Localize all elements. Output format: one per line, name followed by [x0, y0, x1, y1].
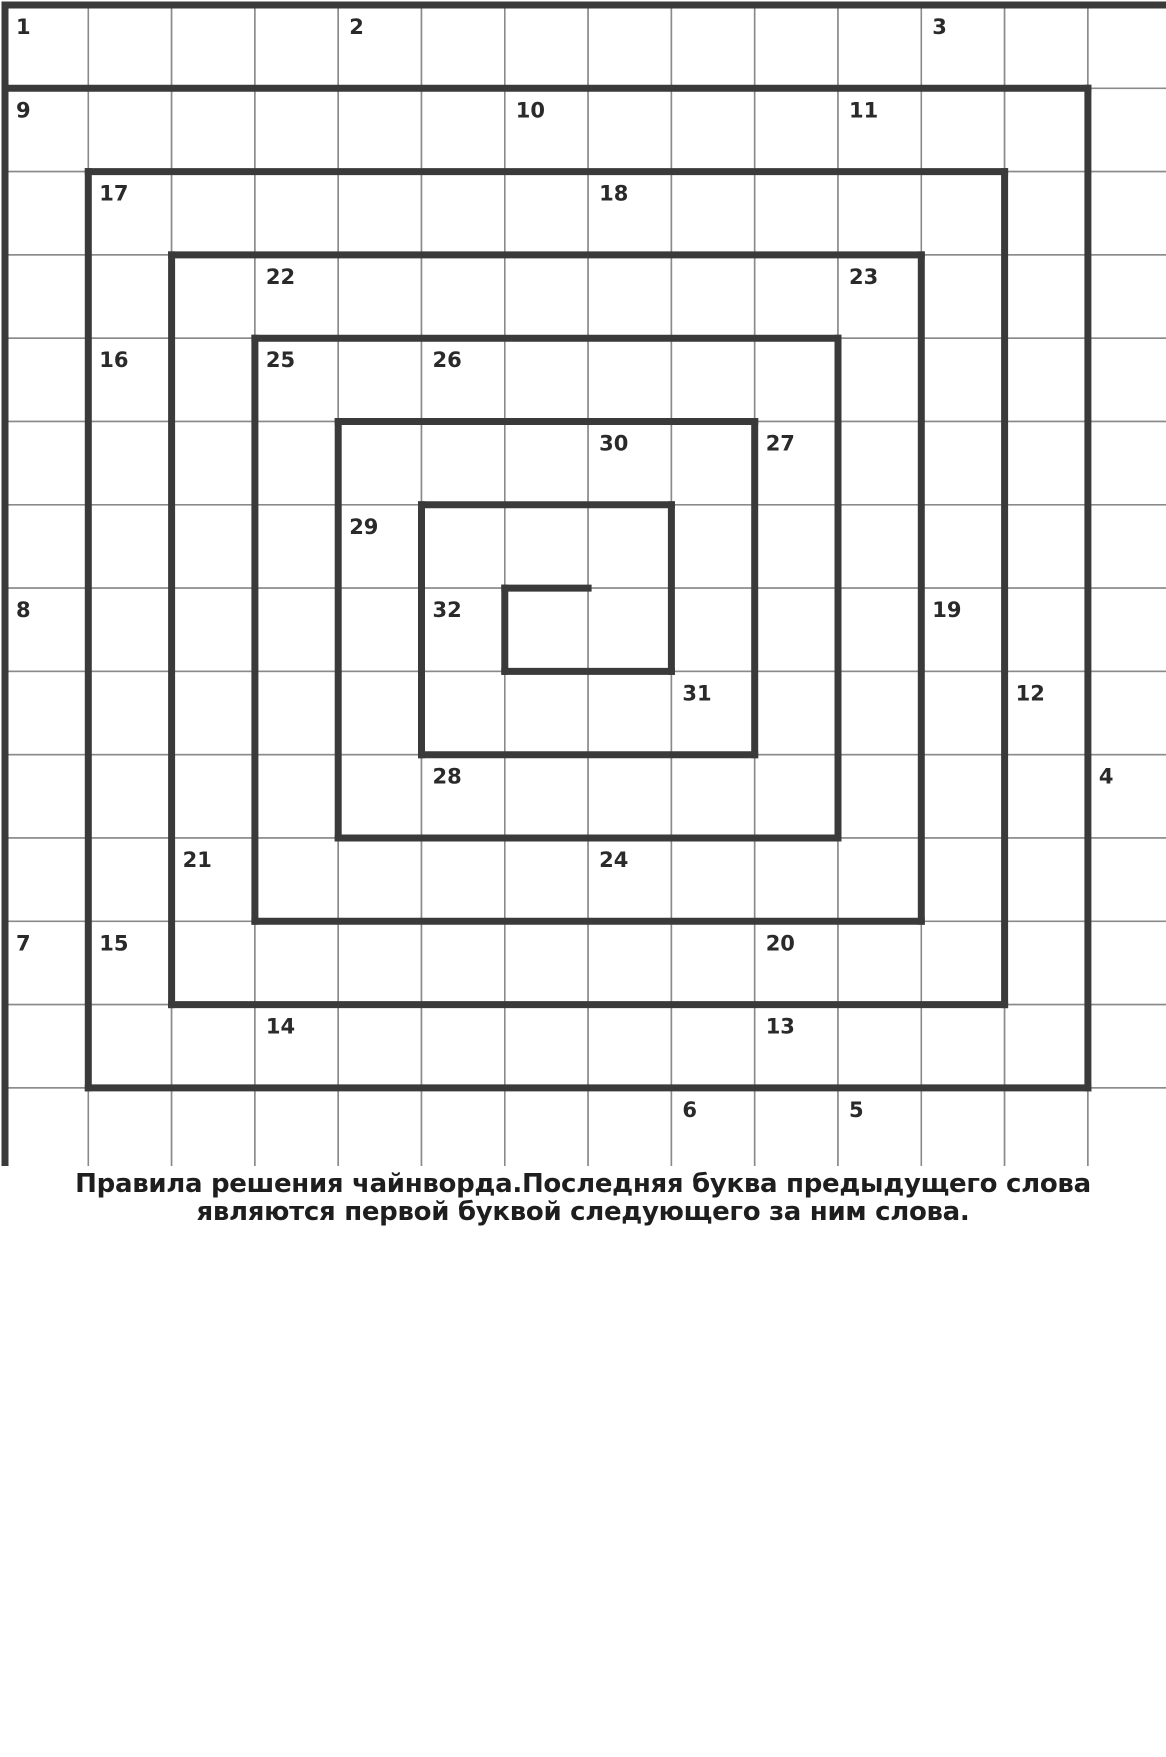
grid-cell[interactable] — [88, 671, 171, 754]
grid-cell[interactable] — [505, 255, 588, 338]
grid-cell[interactable] — [1005, 1005, 1088, 1088]
grid-cell[interactable] — [505, 838, 588, 921]
grid-cell[interactable] — [1088, 422, 1166, 505]
grid-cell[interactable] — [671, 5, 754, 88]
grid-cell[interactable] — [838, 671, 921, 754]
grid-cell[interactable] — [422, 1088, 505, 1166]
grid-cell[interactable] — [255, 671, 338, 754]
clue-number: 21 — [182, 848, 212, 872]
grid-cell[interactable] — [1005, 338, 1088, 421]
grid-cell[interactable] — [921, 1088, 1004, 1166]
grid-cell[interactable] — [5, 671, 88, 754]
grid-cell[interactable] — [671, 921, 754, 1004]
clue-number: 20 — [765, 931, 795, 956]
grid-cell[interactable] — [255, 755, 338, 838]
grid-cell[interactable] — [255, 921, 338, 1004]
grid-cell[interactable] — [338, 671, 421, 754]
grid-cell[interactable] — [5, 338, 88, 421]
grid-cell[interactable] — [422, 172, 505, 255]
grid-cell[interactable] — [88, 255, 171, 338]
grid-cell[interactable] — [1088, 338, 1166, 421]
grid-cell[interactable] — [588, 755, 671, 838]
grid-cell[interactable] — [422, 422, 505, 505]
clue-number: 14 — [265, 1014, 296, 1039]
grid-cell[interactable] — [422, 505, 505, 588]
grid-cell[interactable] — [338, 88, 421, 171]
clue-number: 24 — [599, 848, 629, 872]
grid-cell[interactable] — [588, 1005, 671, 1088]
puzzle-rules-caption: Правила решения чайнворда.Последняя буква предыдущего слова являются первой буквой следующего за ним слова. — [75, 1169, 1091, 1227]
grid-cell[interactable] — [505, 1005, 588, 1088]
grid-cell[interactable] — [172, 505, 255, 588]
grid-cell[interactable] — [838, 588, 921, 671]
grid-cell[interactable] — [588, 255, 671, 338]
grid-cell[interactable] — [172, 172, 255, 255]
clue-number: 26 — [432, 348, 462, 373]
clue-number: 11 — [849, 98, 879, 123]
grid-cell[interactable] — [255, 838, 338, 921]
clue-number: 32 — [432, 598, 462, 623]
grid-cell[interactable] — [505, 588, 588, 671]
clue-number: 7 — [16, 931, 31, 956]
grid-cell[interactable] — [588, 505, 671, 588]
grid-cell[interactable] — [5, 755, 88, 838]
grid-cell[interactable] — [338, 422, 421, 505]
grid-cell[interactable] — [921, 755, 1004, 838]
grid-cell[interactable] — [338, 255, 421, 338]
clue-number: 30 — [599, 431, 629, 456]
grid-cell[interactable] — [838, 1005, 921, 1088]
clue-number: 16 — [99, 348, 129, 373]
clue-number: 27 — [765, 431, 795, 456]
clue-number: 12 — [1015, 681, 1045, 706]
grid-cell[interactable] — [1088, 838, 1166, 921]
grid-cell[interactable] — [88, 88, 171, 171]
clue-number: 8 — [16, 598, 31, 623]
grid-cell[interactable] — [671, 838, 754, 921]
grid-cell[interactable] — [755, 172, 838, 255]
clue-number: 17 — [99, 181, 129, 206]
grid-cell[interactable] — [588, 671, 671, 754]
grid-cell[interactable] — [5, 838, 88, 921]
grid-cell[interactable] — [671, 1005, 754, 1088]
grid-cell[interactable] — [172, 338, 255, 421]
grid-cell[interactable] — [338, 172, 421, 255]
grid-cell[interactable] — [755, 755, 838, 838]
grid-cell[interactable] — [172, 588, 255, 671]
clue-number: 31 — [682, 681, 712, 706]
grid-cell[interactable] — [255, 505, 338, 588]
grid-cell[interactable] — [505, 755, 588, 838]
grid-cell[interactable] — [588, 5, 671, 88]
clue-number: 1 — [16, 15, 31, 39]
grid-cell[interactable] — [505, 1088, 588, 1166]
grid-cell[interactable] — [755, 255, 838, 338]
clue-number: 28 — [432, 764, 462, 789]
grid-cell[interactable] — [5, 1088, 88, 1166]
grid-cell[interactable] — [338, 588, 421, 671]
grid-cell[interactable] — [505, 338, 588, 421]
grid-cell[interactable] — [1005, 5, 1088, 88]
grid-cell[interactable] — [671, 505, 754, 588]
grid-cell[interactable] — [1005, 755, 1088, 838]
grid-cell[interactable] — [172, 1088, 255, 1166]
grid-cell[interactable] — [838, 338, 921, 421]
clue-number: 4 — [1098, 764, 1114, 789]
grid-cell[interactable] — [1005, 88, 1088, 171]
grid-cell[interactable] — [422, 671, 505, 754]
grid-cell[interactable] — [921, 505, 1004, 588]
grid-cell[interactable] — [338, 1088, 421, 1166]
grid-cell[interactable] — [755, 338, 838, 421]
grid-cell[interactable] — [755, 505, 838, 588]
grid-cell[interactable] — [88, 5, 171, 88]
grid-cell[interactable] — [671, 88, 754, 171]
clue-number: 10 — [515, 98, 546, 123]
grid-cell[interactable] — [1088, 1005, 1166, 1088]
grid-cell[interactable] — [255, 422, 338, 505]
grid-cell[interactable] — [422, 88, 505, 171]
grid-cell[interactable] — [921, 338, 1004, 421]
grid-cell[interactable] — [172, 755, 255, 838]
grid-cell[interactable] — [422, 921, 505, 1004]
grid-cell[interactable] — [505, 422, 588, 505]
grid-cell[interactable] — [172, 255, 255, 338]
grid-cell[interactable] — [88, 1005, 171, 1088]
grid-cell[interactable] — [921, 671, 1004, 754]
grid-cell[interactable] — [422, 5, 505, 88]
grid-cell[interactable] — [921, 172, 1004, 255]
grid-cell[interactable] — [1005, 255, 1088, 338]
grid-cell[interactable] — [755, 88, 838, 171]
grid-cell[interactable] — [921, 88, 1004, 171]
grid-cell[interactable] — [338, 838, 421, 921]
clue-number: 15 — [99, 931, 129, 956]
grid-cell[interactable] — [88, 588, 171, 671]
grid-cell[interactable] — [1005, 1088, 1088, 1166]
grid-cell[interactable] — [838, 422, 921, 505]
grid-cell[interactable] — [88, 1088, 171, 1166]
grid-cell[interactable] — [838, 172, 921, 255]
grid-cell[interactable] — [255, 88, 338, 171]
grid-cell[interactable] — [422, 1005, 505, 1088]
grid-cell[interactable] — [1088, 921, 1166, 1004]
grid-cell[interactable] — [505, 505, 588, 588]
clue-number: 25 — [265, 348, 296, 373]
grid-cell[interactable] — [88, 838, 171, 921]
grid-cell[interactable] — [1088, 588, 1166, 671]
grid-cell[interactable] — [838, 505, 921, 588]
grid-cell[interactable] — [172, 422, 255, 505]
grid-cell[interactable] — [755, 838, 838, 921]
grid-cell[interactable] — [838, 838, 921, 921]
grid-cell[interactable] — [88, 505, 171, 588]
grid-cell[interactable] — [1088, 255, 1166, 338]
clue-number: 13 — [765, 1014, 795, 1039]
grid-cell[interactable] — [172, 921, 255, 1004]
grid-cell[interactable] — [1088, 671, 1166, 754]
grid-cell[interactable] — [838, 5, 921, 88]
grid-cell[interactable] — [88, 755, 171, 838]
grid-cell[interactable] — [255, 588, 338, 671]
grid-cell[interactable] — [172, 1005, 255, 1088]
clue-number: 2 — [349, 15, 364, 39]
grid-cell[interactable] — [1005, 422, 1088, 505]
clue-number: 23 — [849, 264, 879, 289]
grid-cell[interactable] — [755, 671, 838, 754]
grid-cell[interactable] — [338, 755, 421, 838]
grid-cell[interactable] — [255, 172, 338, 255]
grid-cell[interactable] — [505, 671, 588, 754]
grid-cell[interactable] — [505, 5, 588, 88]
grid-cell[interactable] — [838, 921, 921, 1004]
clue-number: 19 — [932, 598, 962, 623]
grid-cell[interactable] — [1088, 88, 1166, 171]
grid-cell[interactable] — [1088, 505, 1166, 588]
grid-cell[interactable] — [588, 88, 671, 171]
grid-cell[interactable] — [338, 1005, 421, 1088]
grid-cell[interactable] — [588, 1088, 671, 1166]
clue-number: 6 — [682, 1097, 698, 1122]
grid-cell[interactable] — [1005, 838, 1088, 921]
grid-cell[interactable] — [588, 588, 671, 671]
grid-cell[interactable] — [838, 755, 921, 838]
grid-cell[interactable] — [671, 255, 754, 338]
grid-cell[interactable] — [422, 255, 505, 338]
grid-cell[interactable] — [5, 422, 88, 505]
grid-cell[interactable] — [921, 838, 1004, 921]
grid-cell[interactable] — [671, 755, 754, 838]
grid-cell[interactable] — [921, 921, 1004, 1004]
grid-cell[interactable] — [671, 172, 754, 255]
clue-number: 3 — [932, 15, 947, 39]
grid-cell[interactable] — [172, 5, 255, 88]
clue-number: 22 — [265, 264, 296, 289]
grid-cell[interactable] — [338, 921, 421, 1004]
grid-cell[interactable] — [755, 588, 838, 671]
grid-cell[interactable] — [255, 1088, 338, 1166]
grid-cell[interactable] — [1005, 505, 1088, 588]
grid-cell[interactable] — [88, 422, 171, 505]
grid-cell[interactable] — [1005, 172, 1088, 255]
grid-cell[interactable] — [172, 88, 255, 171]
grid-cell[interactable] — [921, 255, 1004, 338]
grid-cell[interactable] — [505, 172, 588, 255]
grid-cell[interactable] — [921, 422, 1004, 505]
grid-cell[interactable] — [255, 5, 338, 88]
grid-cell[interactable] — [5, 255, 88, 338]
grid-cell[interactable] — [1005, 588, 1088, 671]
grid-cell[interactable] — [671, 588, 754, 671]
grid-cell[interactable] — [671, 338, 754, 421]
grid-cell[interactable] — [588, 921, 671, 1004]
grid-cell[interactable] — [1088, 5, 1166, 88]
grid-cell[interactable] — [755, 5, 838, 88]
grid-cell[interactable] — [1088, 172, 1166, 255]
grid-cell[interactable] — [755, 1088, 838, 1166]
grid-cell[interactable] — [1088, 1088, 1166, 1166]
grid-cell[interactable] — [671, 422, 754, 505]
grid-cell[interactable] — [172, 671, 255, 754]
grid-cell[interactable] — [422, 838, 505, 921]
grid-cell[interactable] — [921, 1005, 1004, 1088]
clue-number: 29 — [349, 514, 379, 539]
grid-cell[interactable] — [5, 505, 88, 588]
grid-cell[interactable] — [1005, 921, 1088, 1004]
clue-number: 9 — [16, 98, 31, 123]
grid-cell[interactable] — [5, 172, 88, 255]
clue-number: 18 — [599, 181, 629, 206]
grid-cell[interactable] — [338, 338, 421, 421]
grid-cell[interactable] — [5, 1005, 88, 1088]
grid-cell[interactable] — [588, 338, 671, 421]
clue-number: 5 — [849, 1097, 864, 1122]
grid-cell[interactable] — [505, 921, 588, 1004]
